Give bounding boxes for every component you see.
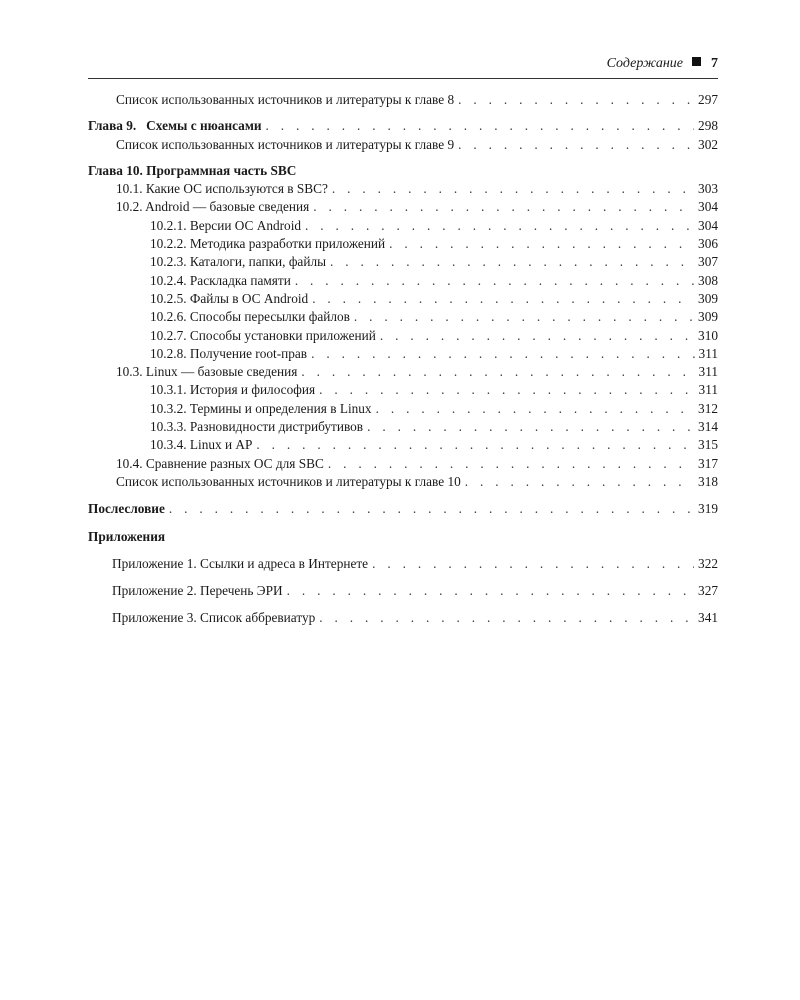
toc-subentry [88, 272, 718, 290]
toc-subentry [88, 418, 718, 436]
dot-leader [169, 500, 694, 518]
toc-entry [88, 455, 718, 473]
toc-appendices-heading: Приложения [88, 528, 166, 544]
toc-afterword-entry [88, 500, 718, 518]
dot-leader [458, 136, 694, 154]
toc-entry-title: 10.1. Какие ОС используются в SBC? [116, 181, 328, 197]
toc-subentry [88, 217, 718, 235]
toc-entry-page: 304 [698, 217, 718, 233]
toc-entry-page: 317 [698, 455, 718, 471]
dot-leader [295, 272, 694, 290]
toc-entry [88, 136, 718, 154]
dot-leader [311, 345, 694, 363]
book-page [88, 56, 718, 628]
dot-leader [376, 400, 694, 418]
running-head-page-number: 7 [711, 56, 718, 71]
toc-chapter-entry [88, 117, 718, 135]
toc-subentry [88, 290, 718, 308]
toc-entry-page: 302 [698, 136, 718, 152]
toc-entry-page: 297 [698, 92, 718, 107]
dot-leader [313, 198, 694, 216]
toc-entry-title: Приложение 2. Перечень ЭРИ [112, 583, 283, 599]
toc-entry-title: 10.2. Android — базовые сведения [116, 199, 310, 215]
square-bullet-icon [692, 57, 701, 66]
toc-entry-page: 318 [698, 473, 718, 489]
toc-entry-page: 327 [698, 583, 718, 599]
toc-entry-title: 10.3.4. Linux и АР [150, 437, 253, 453]
dot-leader [330, 253, 694, 271]
toc-entry-title: 10.2.5. Файлы в ОС Android [150, 290, 309, 306]
toc-entry-title: 10.3. Linux — базовые сведения [116, 364, 298, 380]
toc-subentry [88, 308, 718, 326]
toc-subentry [88, 235, 718, 253]
toc-entry-page: 310 [698, 327, 718, 343]
running-head [88, 56, 718, 79]
toc-entry-title: 10.2.4. Раскладка памяти [150, 272, 291, 288]
dot-leader [312, 290, 694, 308]
toc-entry-title: 10.2.6. Способы пересылки файлов [150, 309, 350, 325]
toc-entry [88, 198, 718, 216]
toc-entry-title: 10.2.8. Получение root-прав [150, 345, 308, 361]
dot-leader [458, 91, 694, 109]
toc-entry-page: 341 [698, 610, 718, 626]
toc-entry-page: 308 [698, 272, 718, 288]
dot-leader [305, 217, 694, 235]
dot-leader [319, 609, 694, 627]
toc-entry-title: Глава 9. Схемы с нюансами [88, 118, 262, 134]
toc-appendix-entry [88, 609, 718, 627]
toc-entry-page: 311 [698, 345, 718, 361]
toc-entry-page: 322 [698, 555, 718, 571]
toc-subentry [88, 436, 718, 454]
toc-entry-page: 309 [698, 290, 718, 306]
toc-entry-page: 309 [698, 309, 718, 325]
toc-appendix-entry [88, 555, 718, 573]
toc-entry-page: 303 [698, 181, 718, 197]
dot-leader [266, 117, 695, 135]
dot-leader [319, 381, 694, 399]
toc-entry-title: 10.3.3. Разновидности дистрибутивов [150, 419, 364, 435]
toc-entry-title: 10.3.1. История и философия [150, 382, 316, 398]
toc-entry-title: Список использованных источников и литературы к главе 9 [116, 136, 455, 152]
toc-subentry [88, 327, 718, 345]
dot-leader [256, 436, 694, 454]
dot-leader [354, 308, 694, 326]
toc-entry-page: 306 [698, 236, 718, 252]
toc-entry-page: 304 [698, 199, 718, 215]
dot-leader [328, 455, 694, 473]
toc-entry-title: 10.4. Сравнение разных ОС для SBC [116, 455, 324, 471]
table-of-contents [88, 91, 718, 628]
dot-leader [287, 582, 694, 600]
toc-entry-page: 298 [698, 118, 718, 134]
toc-entry-page: 315 [698, 437, 718, 453]
toc-subentry [88, 253, 718, 271]
toc-entry-title: 10.2.1. Версии ОС Android [150, 217, 302, 233]
toc-entry-title: Список использованных источников и литературы к главе 10 [116, 473, 461, 489]
dot-leader [301, 363, 694, 381]
toc-entry-page: 314 [698, 419, 718, 435]
running-head-section: Содержание [606, 56, 683, 71]
toc-chapter-heading: Глава 10. Программная часть SBC [88, 162, 297, 178]
toc-entry-page: 311 [698, 364, 718, 380]
toc-entry-title: 10.2.2. Методика разработки приложений [150, 236, 386, 252]
toc-entry-page: 312 [698, 400, 718, 416]
toc-entry-title: Послесловие [88, 501, 165, 517]
toc-subentry [88, 400, 718, 418]
toc-entry-page: 307 [698, 254, 718, 270]
dot-leader [367, 418, 694, 436]
dot-leader [332, 180, 694, 198]
toc-subentry [88, 381, 718, 399]
toc-entry-title: 10.2.3. Каталоги, папки, файлы [150, 254, 327, 270]
toc-entry [88, 91, 718, 109]
dot-leader [372, 555, 694, 573]
toc-subentry [88, 345, 718, 363]
toc-entry [88, 473, 718, 491]
toc-entry-page: 311 [698, 382, 718, 398]
dot-leader [380, 327, 694, 345]
dot-leader [465, 473, 694, 491]
toc-appendix-entry [88, 582, 718, 600]
toc-entry-title: Список использованных источников и литературы к главе 8 [116, 92, 455, 107]
toc-entry [88, 363, 718, 381]
toc-entry-title: Приложение 1. Ссылки и адреса в Интернете [112, 555, 369, 571]
toc-entry-title: 10.2.7. Способы установки приложений [150, 327, 376, 343]
toc-entry-title: Приложение 3. Список аббревиатур [112, 610, 316, 626]
toc-entry-title: 10.3.2. Термины и определения в Linux [150, 400, 372, 416]
dot-leader [389, 235, 694, 253]
toc-entry-page: 319 [698, 501, 718, 517]
toc-entry [88, 180, 718, 198]
